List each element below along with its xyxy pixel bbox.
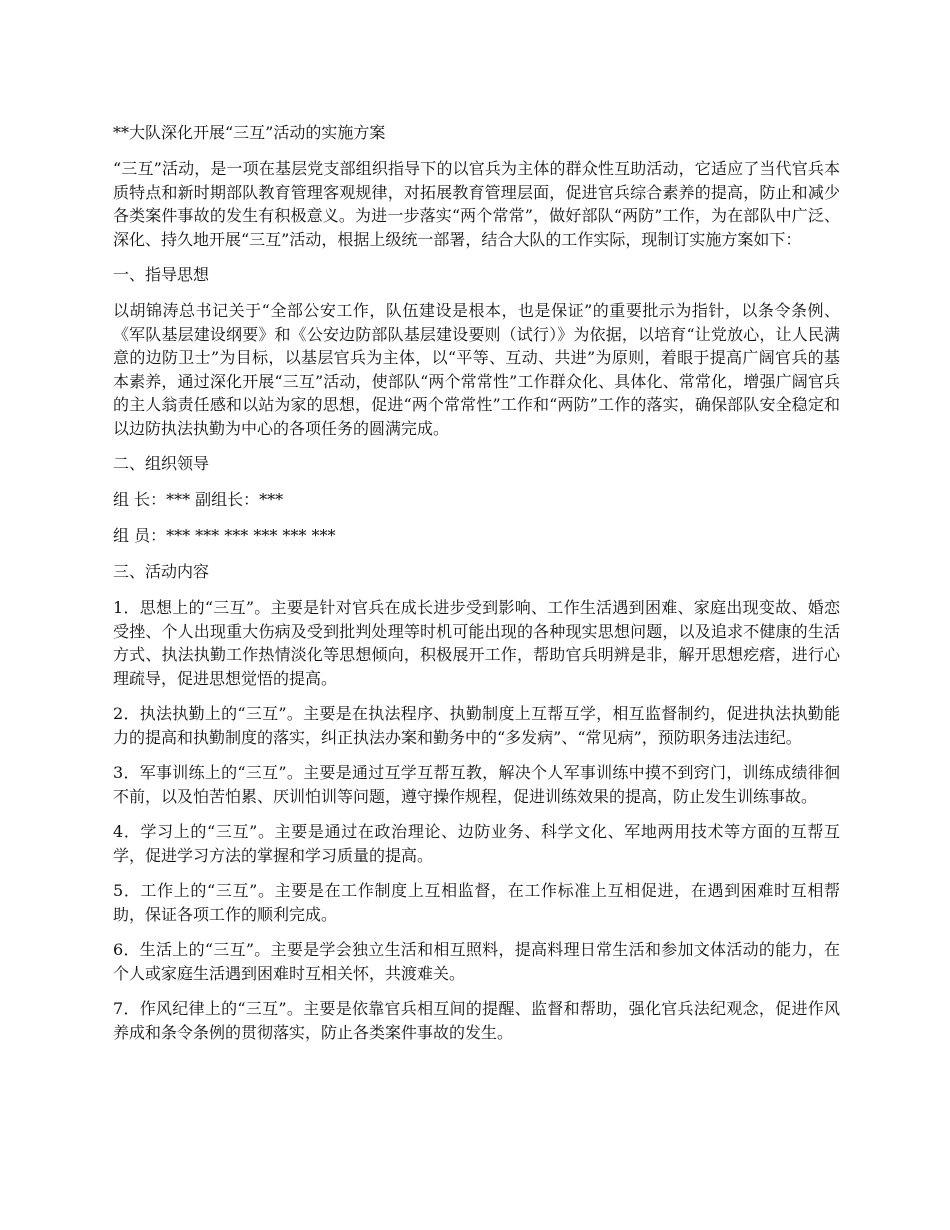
activity-item: 7．作风纪律上的“三互”。主要是依靠官兵相互间的提醒、监督和帮助，强化官兵法纪观念，促进作风养成和条令条例的贯彻落实，防止各类案件事故的发生。: [113, 999, 840, 1042]
activity-item: 4．学习上的“三互”。主要是通过在政治理论、边防业务、科学文化、军地两用技术等方面的互帮互学，促进学习方法的掌握和学习质量的提高。: [113, 822, 840, 865]
guiding-ideology-paragraph: 以胡锦涛总书记关于“全部公安工作，队伍建设是根本，也是保证”的重要批示为指针，以条令条例、《军队基层建设纲要》和《公安边防部队基层建设要则（试行）》为依据，以培育“让党放心，让人民满意的边防卫士”为目标，以基层官兵为主体，以“平等、互动、共进”为原则，着眼于提高广阔官兵的基本素养，通过深化开展“三互”活动，使部队“两个常常性”工作群众化、具体化、常常化，增强广阔官兵的主人翁责任感和以站为家的思想，促进“两个常常性”工作和“两防”工作的落实，确保部队安全稳定和以边防执法执勤为中心的各项任务的圆满完成。: [113, 301, 840, 438]
section-heading-organization: 二、组织领导: [113, 454, 210, 473]
activity-item: 1．思想上的“三互”。主要是针对官兵在成长进步受到影响、工作生活遇到困难、家庭出现变故、婚恋受挫、个人出现重大伤病及受到批判处理等时机可能出现的各种现实思想问题，以及追求不健康的生活方式、执法执勤工作热情淡化等思想倾向，积极展开工作，帮助官兵明辨是非，解开思想疙瘩，进行心理疏导，促进思想觉悟的提高。: [113, 598, 840, 688]
members-line: 组 员：*** *** *** *** *** ***: [113, 526, 336, 545]
section-heading-guiding-ideology: 一、指导思想: [113, 265, 210, 284]
activity-item: 5．工作上的“三互”。主要是在工作制度上互相监督，在工作标准上互相促进，在遇到困难时互相帮助，保证各项工作的顺利完成。: [113, 881, 840, 924]
intro-paragraph: “三互”活动，是一项在基层党支部组织指导下的以官兵为主体的群众性互助活动，它适应了当代官兵本质特点和新时期部队教育管理客观规律，对拓展教育管理层面，促进官兵综合素养的提高，防止和减少各类案件事故的发生有积极意义。为进一步落实“两个常常”，做好部队“两防”工作，为在部队中广泛、深化、持久地开展“三互”活动，根据上级统一部署，结合大队的工作实际，现制订实施方案如下：: [113, 159, 840, 249]
activity-item: 6．生活上的“三互”。主要是学会独立生活和相互照料，提高料理日常生活和参加文体活动的能力，在个人或家庭生活遇到困难时互相关怀，共渡难关。: [113, 940, 840, 983]
activity-item: 3．军事训练上的“三互”。主要是通过互学互帮互教，解决个人军事训练中摸不到窍门，训练成绩徘徊不前，以及怕苦怕累、厌训怕训等问题，遵守操作规程，促进训练效果的提高，防止发生训练事故。: [113, 763, 840, 806]
document-title: **大队深化开展“三互”活动的实施方案: [113, 123, 386, 142]
section-heading-activities: 三、活动内容: [113, 562, 210, 581]
activity-item: 2．执法执勤上的“三互”。主要是在执法程序、执勤制度上互帮互学，相互监督制约，促进执法执勤能力的提高和执勤制度的落实，纠正执法办案和勤务中的“多发病”、“常见病”，预防职务违法违纪。: [113, 704, 840, 747]
leaders-line: 组 长：*** 副组长：***: [113, 490, 284, 509]
document-page: [113, 121, 840, 1056]
